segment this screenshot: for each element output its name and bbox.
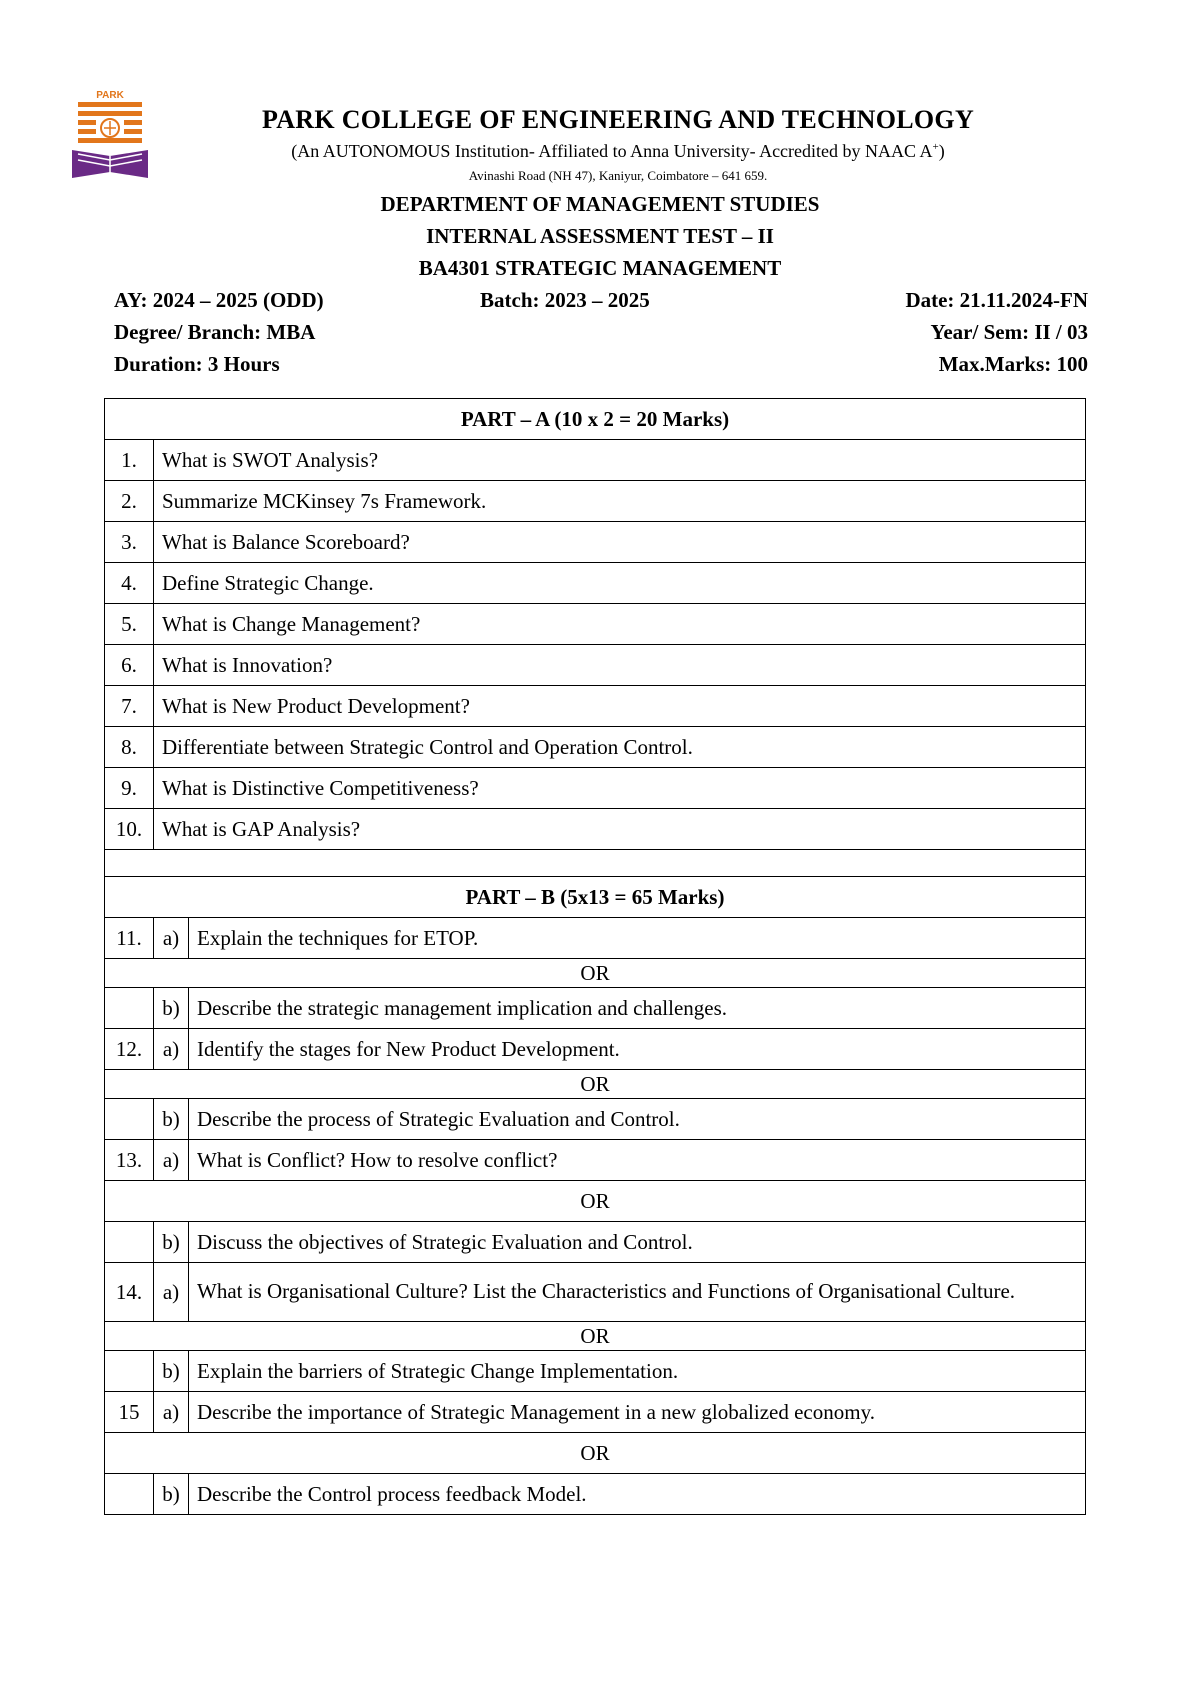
question-number: 7. — [105, 686, 154, 727]
table-row — [105, 768, 1086, 809]
part-b-title: PART – B (5x13 = 65 Marks) — [105, 877, 1086, 918]
or-row — [105, 1322, 1086, 1351]
affiliation-line: (An AUTONOMOUS Institution- Affiliated to Anna University- Accredited by NAAC A+) — [291, 141, 945, 161]
empty-cell — [105, 988, 154, 1029]
question-text: Identify the stages for New Product Development. — [189, 1029, 1086, 1070]
sub-label: a) — [154, 1029, 189, 1070]
question-text: What is Distinctive Competitiveness? — [154, 768, 1086, 809]
question-number: 4. — [105, 563, 154, 604]
table-row — [105, 1029, 1086, 1070]
table-row — [105, 1222, 1086, 1263]
question-text: What is Balance Scoreboard? — [154, 522, 1086, 563]
table-row — [105, 727, 1086, 768]
table-row — [105, 563, 1086, 604]
table-row — [105, 686, 1086, 727]
exam-date: Date: 21.11.2024-FN — [905, 288, 1088, 312]
table-row — [105, 481, 1086, 522]
table-row — [105, 522, 1086, 563]
question-text: Define Strategic Change. — [154, 563, 1086, 604]
question-text: What is Organisational Culture? List the Characteristics and Functions of Organisational Culture. — [189, 1263, 1086, 1322]
question-text: What is Change Management? — [154, 604, 1086, 645]
or-label: OR — [105, 1070, 1086, 1099]
part-a-title: PART – A (10 x 2 = 20 Marks) — [105, 399, 1086, 440]
sub-label: b) — [154, 1351, 189, 1392]
question-text: Summarize MCKinsey 7s Framework. — [154, 481, 1086, 522]
question-text: Describe the strategic management implication and challenges. — [189, 988, 1086, 1029]
logo-text: PARK — [96, 90, 124, 101]
course-title: BA4301 STRATEGIC MANAGEMENT — [418, 256, 782, 280]
question-text: Describe the importance of Strategic Management in a new globalized economy. — [189, 1392, 1086, 1433]
question-number: 3. — [105, 522, 154, 563]
sub-label: b) — [154, 1099, 189, 1140]
question-number: 15 — [105, 1392, 154, 1433]
max-marks: Max.Marks: 100 — [938, 352, 1088, 376]
question-text: What is GAP Analysis? — [154, 809, 1086, 850]
table-row — [105, 1474, 1086, 1515]
empty-cell — [105, 1351, 154, 1392]
empty-cell — [105, 1222, 154, 1263]
table-row — [105, 809, 1086, 850]
table-row — [105, 645, 1086, 686]
part-a-header-row — [105, 399, 1086, 440]
year-semester: Year/ Sem: II / 03 — [930, 320, 1088, 344]
question-number: 9. — [105, 768, 154, 809]
question-text: Explain the barriers of Strategic Change Implementation. — [189, 1351, 1086, 1392]
question-number: 13. — [105, 1140, 154, 1181]
question-number: 1. — [105, 440, 154, 481]
table-row — [105, 440, 1086, 481]
question-text: What is New Product Development? — [154, 686, 1086, 727]
address-line: Avinashi Road (NH 47), Kaniyur, Coimbatore – 641 659. — [468, 168, 768, 183]
question-text: What is SWOT Analysis? — [154, 440, 1086, 481]
question-number: 6. — [105, 645, 154, 686]
question-number: 12. — [105, 1029, 154, 1070]
table-row — [105, 1392, 1086, 1433]
blank-cell — [105, 850, 1086, 877]
sub-label: a) — [154, 918, 189, 959]
department-title: DEPARTMENT OF MANAGEMENT STUDIES — [380, 192, 820, 216]
or-label: OR — [105, 1322, 1086, 1351]
table-row — [105, 1140, 1086, 1181]
or-row — [105, 1181, 1086, 1222]
or-row — [105, 1070, 1086, 1099]
question-text: Differentiate between Strategic Control and Operation Control. — [154, 727, 1086, 768]
question-text: What is Innovation? — [154, 645, 1086, 686]
sub-label: a) — [154, 1392, 189, 1433]
table-row — [105, 918, 1086, 959]
question-number: 14. — [105, 1263, 154, 1322]
question-text: Describe the Control process feedback Model. — [189, 1474, 1086, 1515]
question-number: 11. — [105, 918, 154, 959]
question-text: Describe the process of Strategic Evaluation and Control. — [189, 1099, 1086, 1140]
sub-label: b) — [154, 1474, 189, 1515]
question-text: Discuss the objectives of Strategic Evaluation and Control. — [189, 1222, 1086, 1263]
sub-label: a) — [154, 1263, 189, 1322]
batch: Batch: 2023 – 2025 — [480, 288, 650, 312]
question-number: 8. — [105, 727, 154, 768]
table-row — [105, 1263, 1086, 1322]
question-table — [104, 398, 1086, 1515]
spacer-row — [105, 850, 1086, 877]
empty-cell — [105, 1474, 154, 1515]
academic-year: AY: 2024 – 2025 (ODD) — [114, 288, 324, 312]
table-row — [105, 1099, 1086, 1140]
sub-label: a) — [154, 1140, 189, 1181]
question-number: 10. — [105, 809, 154, 850]
table-row — [105, 988, 1086, 1029]
question-text: What is Conflict? How to resolve conflict? — [189, 1140, 1086, 1181]
or-label: OR — [105, 1433, 1086, 1474]
or-row — [105, 959, 1086, 988]
question-number: 5. — [105, 604, 154, 645]
table-row — [105, 604, 1086, 645]
or-row — [105, 1433, 1086, 1474]
empty-cell — [105, 1099, 154, 1140]
question-text: Explain the techniques for ETOP. — [189, 918, 1086, 959]
question-number: 2. — [105, 481, 154, 522]
sub-label: b) — [154, 1222, 189, 1263]
test-title: INTERNAL ASSESSMENT TEST – II — [426, 224, 774, 248]
college-name: PARK COLLEGE OF ENGINEERING AND TECHNOLOGY — [261, 105, 975, 134]
or-label: OR — [105, 959, 1086, 988]
degree-branch: Degree/ Branch: MBA — [114, 320, 316, 344]
table-row — [105, 1351, 1086, 1392]
part-b-header-row — [105, 877, 1086, 918]
or-label: OR — [105, 1181, 1086, 1222]
sub-label: b) — [154, 988, 189, 1029]
duration: Duration: 3 Hours — [114, 352, 280, 376]
